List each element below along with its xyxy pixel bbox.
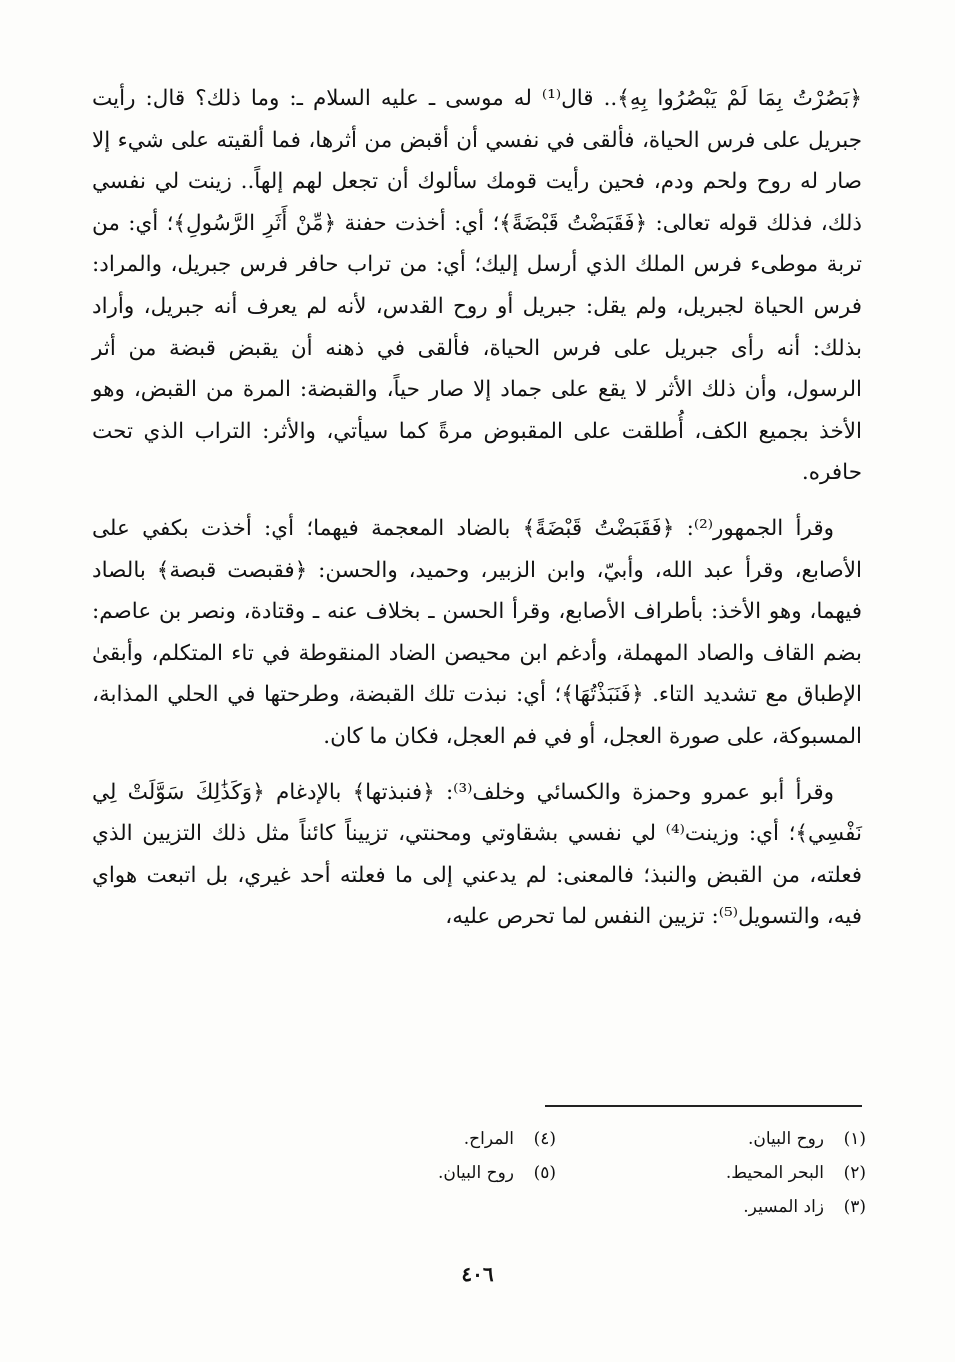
paragraph: ﴿بَصُرْتُ بِمَا لَمْ يَبْصُرُوا بِهِ﴾.. قال⁽¹⁾ له موسى ـ عليه السلام ـ: وما ذلك؟ قال: رأيت جبريل على فرس الحياة، فألقى في نفسي أن أقبض من أثرها، فما ألقيته على شيء إلا صار له روح ولحم ودم، فحين رأيت قومك سألوك أن تجعل لهم إلهاً.. زينت لي نفسي ذلك، فذلك قوله تعالى: ﴿فَقَبَضْتُ قَبْضَةً﴾؛ أي: أخذت حفنة ﴿مِّنْ أَثَرِ الرَّسُولِ﴾؛ أي: من تربة موطىء فرس الملك الذي أرسل إليك؛ أي: من تراب حافر فرس جبريل، والمراد: فرس الحياة لجبريل، ولم يقل: جبريل أو روح القدس، لأنه لم يعرف أنه جبريل، وأراد بذلك: أنه رأى جبريل على فرس الحياة، فألقى في ذهنه أن يقبض قبضة من أثر الرسول، وأن ذلك الأثر لا يقع على جماد إلا صار حياً، والقبضة: المرة من القبض، وهو الأخذ بجميع الكف، أُطلقت على المقبوض مرةً كما سيأتي، والأثر: التراب الذي تحت حافره. [92,86,862,486]
footnote-number: (٤) [533,1129,556,1149]
page-number: ٤٠٦ [461,1262,494,1286]
footnote-column-left [296,1122,556,1190]
footnote-column-right [606,1122,866,1224]
footnote-item [606,1190,866,1224]
footnote-text: روح البيان. [437,1163,514,1183]
paragraph: وقرأ الجمهور⁽²⁾: ﴿فَقَبَضْتُ قَبْضَةً﴾ بالضاد المعجمة فيهما؛ أي: أخذت بكفي على الأصابع، وقرأ عبد الله، وأبيّ، وابن الزبير، وحميد، والحسن: ﴿فقبصت قبصة﴾ بالصاد فيهما، وهو الأخذ: بأطراف الأصابع، وقرأ الحسن ـ بخلاف عنه ـ وقتادة، ونصر بن عاصم: بضم القاف والصاد المهملة، وأدغم ابن محيصن الضاد المنقوطة في تاء المتكلم، وأبقىٰ الإطباق مع تشديد التاء. ﴿فَنَبَذْتُهَا﴾؛ أي: نبذت تلك القبضة، وطرحتها في الحلي المذابة، المسبوكة، على صورة العجل، أو في فم العجل، فكان ما كان. [92,515,862,749]
paragraph: وقرأ أبو عمرو وحمزة والكسائي وخلف⁽³⁾: ﴿فنبذتها﴾ بالإدغام ﴿وَكَذَٰلِكَ سَوَّلَتْ لِي نَفْسِي﴾؛ أي: وزينت⁽⁴⁾ لي نفسي بشقاوتي ومحنتي، تزييناً كائناً مثل ذلك التزيين الذي فعلته، من القبض والنبذ؛ فالمعنى: لم يدعني إلى ما فعلته أحد غيري، بل اتبعت هواي فيه، والتسويل⁽⁵⁾: تزيين النفس لما تحرص عليه، [92,779,862,930]
footnote-text: روح البيان. [747,1129,824,1149]
footnote-item [606,1156,866,1190]
footnote-item [606,1122,866,1156]
footnote-text: زاد المسير. [743,1197,824,1217]
footnote-divider [545,1105,862,1107]
footnote-item [296,1122,556,1156]
footnote-number: (٢) [843,1163,866,1183]
footnote-item [296,1156,556,1190]
main-text [92,78,862,938]
footnote-number: (٥) [533,1163,556,1183]
footnote-number: (١) [843,1129,866,1149]
footnote-text: المراح. [463,1129,514,1149]
footnote-number: (٣) [843,1197,866,1217]
footnote-text: البحر المحيط. [725,1163,824,1183]
